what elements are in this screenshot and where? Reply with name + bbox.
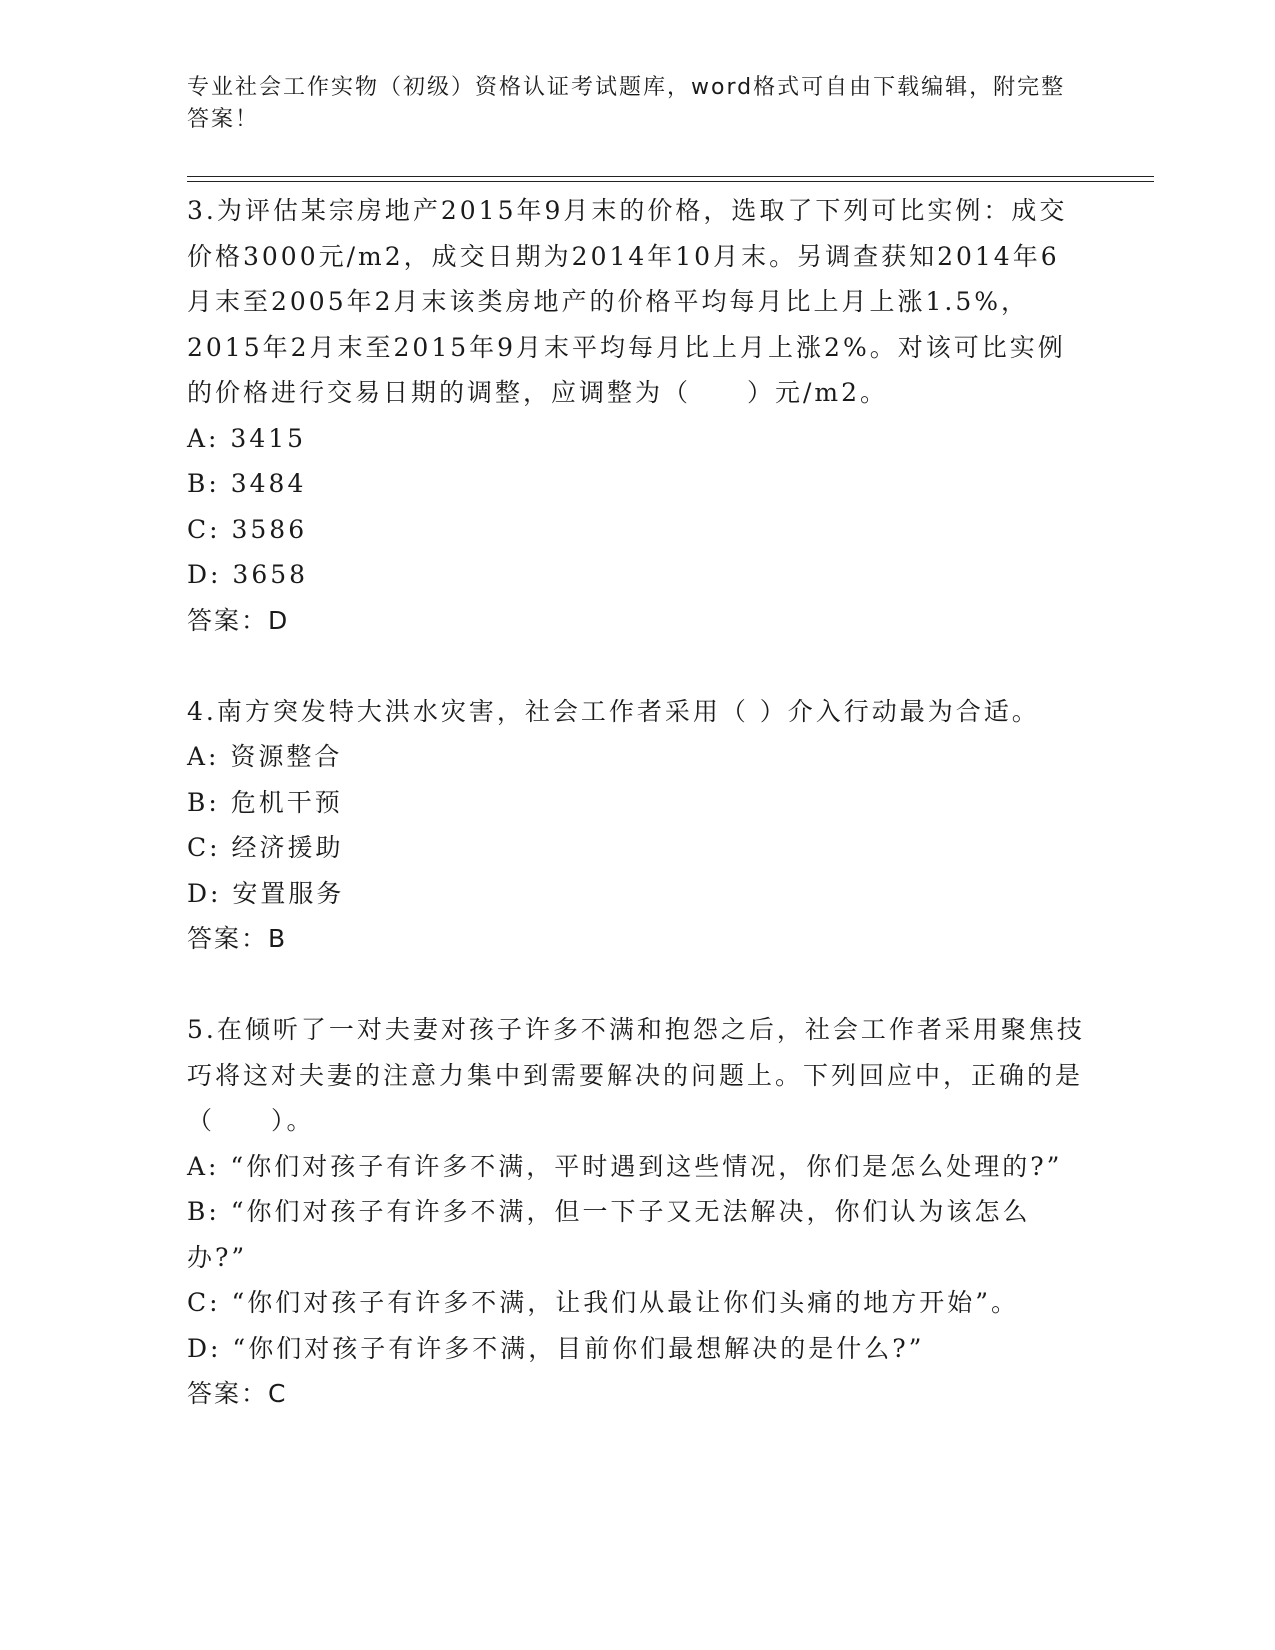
header-text: 专业社会工作实物（初级）资格认证考试题库，word格式可自由下载编辑，附完整答案！ — [187, 75, 1066, 132]
option-a: A: “你们对孩子有许多不满，平时遇到这些情况，你们是怎么处理的?” — [187, 1151, 1063, 1181]
option-c: C: 3586 — [187, 514, 308, 544]
option-d: D: 3658 — [187, 560, 309, 589]
option-b: B: “你们对孩子有许多不满，但一下子又无法解决，你们认为该怎么办?” — [187, 1197, 1031, 1272]
option-d: D: 安置服务 — [187, 878, 345, 908]
question-5 — [187, 1007, 1087, 1417]
option-a: A: 3415 — [187, 423, 307, 453]
header-rule-bottom — [187, 181, 1154, 182]
answer: 答案：C — [187, 1379, 288, 1408]
question-text: 4.南方突发特大洪水灾害，社会工作者采用（ ）介入行动最为合适。 — [187, 696, 1040, 726]
question-4 — [187, 689, 1087, 962]
header-rule-top — [187, 176, 1154, 177]
option-c: C: “你们对孩子有许多不满，让我们从最让你们头痛的地方开始”。 — [187, 1288, 1020, 1317]
question-text: 5.在倾听了一对夫妻对孩子许多不满和抱怨之后，社会工作者采用聚焦技巧将这对夫妻的注意力集中到需要解决的问题上。下列回应中，正确的是（ ）。 — [187, 1015, 1085, 1135]
document-header — [187, 72, 1067, 136]
spacer — [187, 643, 1087, 689]
question-list — [187, 188, 1087, 1417]
answer: 答案：B — [187, 924, 288, 953]
option-b: B: 3484 — [187, 469, 307, 498]
spacer — [187, 962, 1087, 1008]
answer: 答案：D — [187, 605, 290, 635]
question-3 — [187, 188, 1087, 643]
option-d: D: “你们对孩子有许多不满，目前你们最想解决的是什么?” — [187, 1333, 925, 1363]
option-b: B: 危机干预 — [187, 787, 343, 817]
question-text: 3.为评估某宗房地产2015年9月末的价格，选取了下列可比实例：成交价格3000元/m2，成交日期为2014年10月末。另调查获知2014年6月末至2005年2月末该类房地产的价格平均每月比上月上涨1.5%，2015年2月末至2015年9月末平均每月比上月上涨2%。对该可比实例的价格进行交易日期的调整，应调整为（ ）元/m2。 — [187, 196, 1068, 407]
option-a: A: 资源整合 — [187, 742, 343, 771]
option-c: C: 经济援助 — [187, 833, 344, 862]
